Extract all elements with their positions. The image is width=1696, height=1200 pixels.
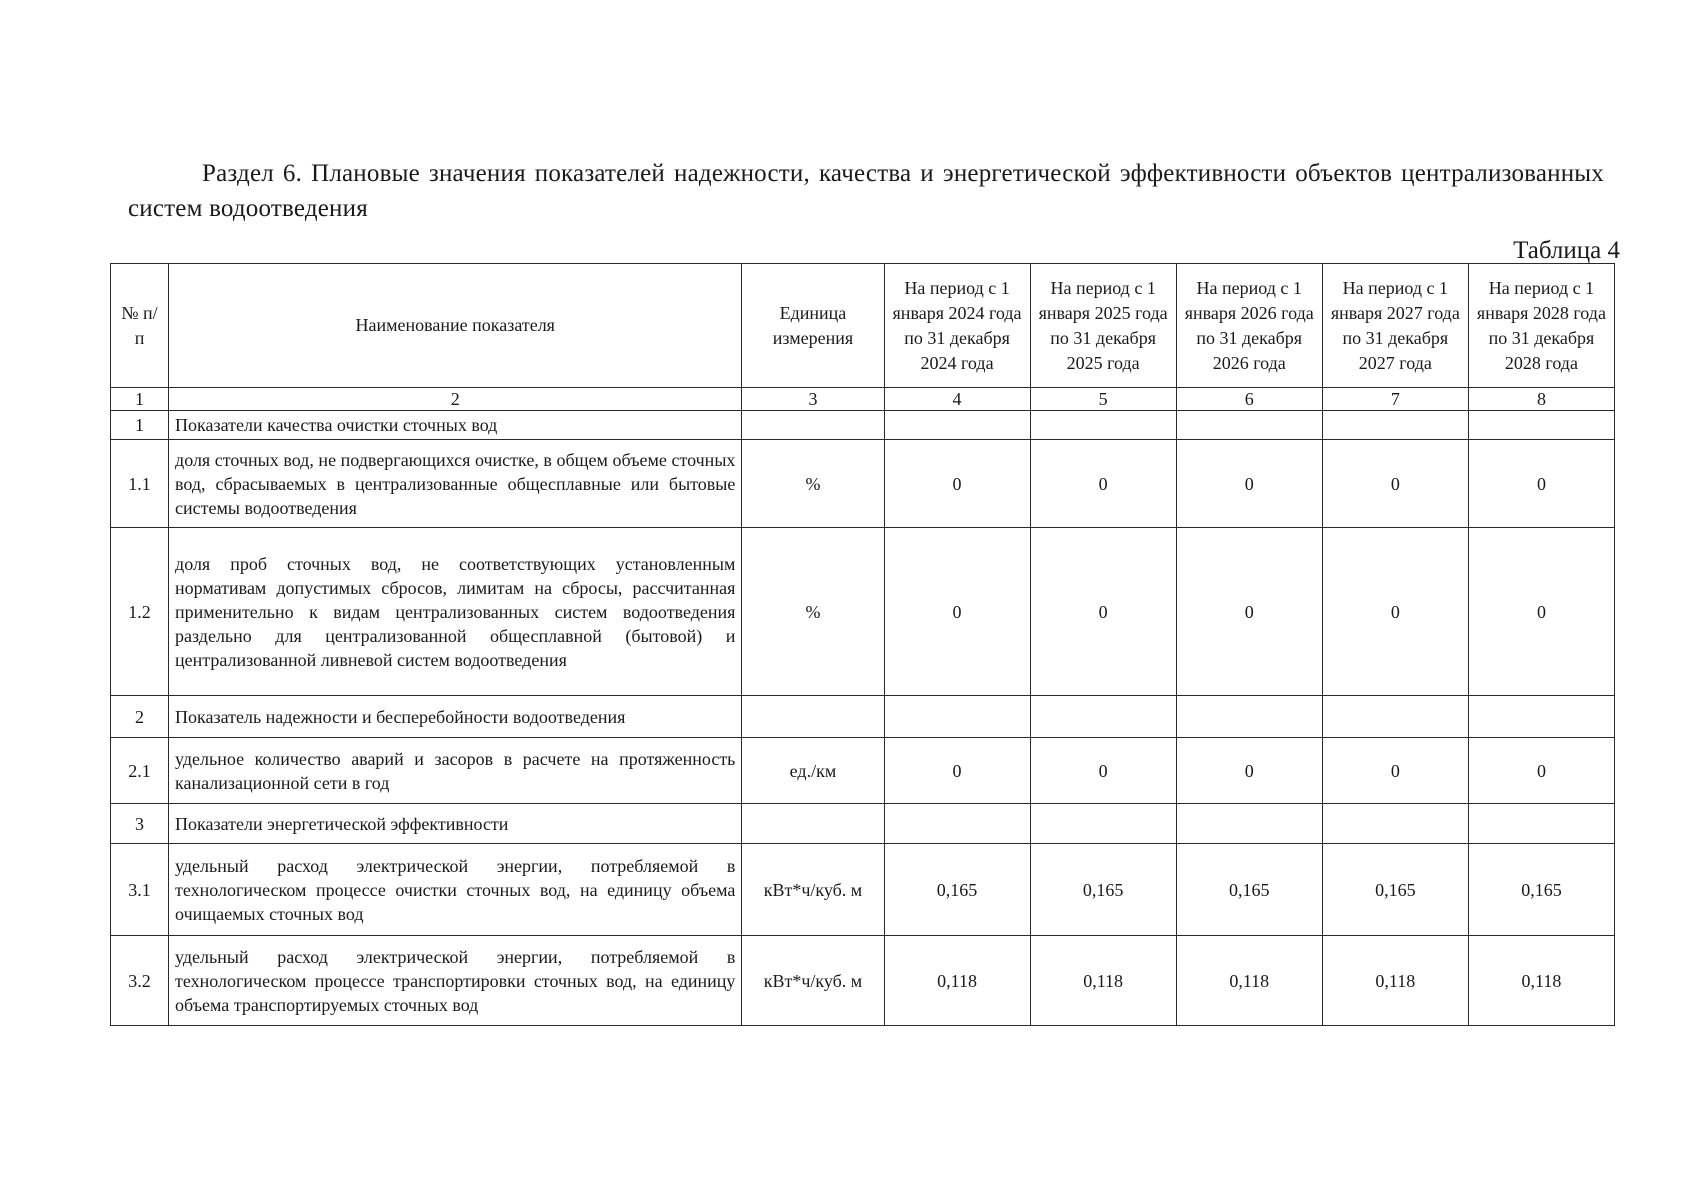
value-cell: 0,118 [1030, 936, 1176, 1026]
indicator-name: доля проб сточных вод, не соответствующих установленным нормативам допустимых сбросов, лимитам на сбросы, рассчитанная применительно к видам централизованных систем водоотведения раздельно для централизованной общесплавной (бытовой) и централизованной ливневой систем водоотведения [169, 528, 742, 696]
value-cell: 0 [1176, 528, 1322, 696]
value-cell: 0 [884, 528, 1030, 696]
indicator-name: доля сточных вод, не подвергающихся очистке, в общем объеме сточных вод, сбрасываемых в централизованные общесплавные или бытовые системы водоотведения [169, 440, 742, 528]
value-cell: 0 [1322, 440, 1468, 528]
header-cell-period-2026: На период с 1 января 2026 года по 31 декабря 2026 года [1176, 264, 1322, 388]
header-row [111, 264, 1615, 388]
unit-cell: % [742, 528, 884, 696]
value-cell: 0 [1322, 528, 1468, 696]
section-title: Показатели энергетической эффективности [169, 804, 742, 844]
value-cell: 0 [884, 440, 1030, 528]
value-cell: 0,165 [1322, 844, 1468, 936]
indicator-name: удельный расход электрической энергии, потребляемой в технологическом процессе очистки сточных вод, на единицу объема очищаемых сточных вод [169, 844, 742, 936]
header-cell-name: Наименование показателя [169, 264, 742, 388]
table-row [111, 844, 1615, 936]
column-number: 4 [884, 388, 1030, 411]
unit-cell: кВт*ч/куб. м [742, 936, 884, 1026]
row-number: 3.2 [111, 936, 169, 1026]
indicators-table [110, 263, 1615, 1026]
unit-cell: ед./км [742, 738, 884, 804]
value-cell: 0 [1030, 528, 1176, 696]
column-number: 3 [742, 388, 884, 411]
section-number: 3 [111, 804, 169, 844]
column-number: 1 [111, 388, 169, 411]
value-cell: 0 [1468, 440, 1614, 528]
header-cell-period-2024: На период с 1 января 2024 года по 31 декабря 2024 года [884, 264, 1030, 388]
indicator-name: удельный расход электрической энергии, потребляемой в технологическом процессе транспортировки сточных вод, на единицу объема транспортируемых сточных вод [169, 936, 742, 1026]
section-title: Показатель надежности и бесперебойности водоотведения [169, 696, 742, 738]
section-number: 1 [111, 411, 169, 440]
value-cell: 0,165 [1176, 844, 1322, 936]
column-number-row [111, 388, 1615, 411]
column-number: 5 [1030, 388, 1176, 411]
value-cell: 0 [1322, 738, 1468, 804]
header-cell-period-2025: На период с 1 января 2025 года по 31 декабря 2025 года [1030, 264, 1176, 388]
header-cell-period-2027: На период с 1 января 2027 года по 31 декабря 2027 года [1322, 264, 1468, 388]
row-number: 1.2 [111, 528, 169, 696]
unit-cell: кВт*ч/куб. м [742, 844, 884, 936]
header-cell-unit: Единица измерения [742, 264, 884, 388]
row-number: 2.1 [111, 738, 169, 804]
value-cell: 0,118 [1468, 936, 1614, 1026]
header-cell-number: № п/п [111, 264, 169, 388]
column-number: 2 [169, 388, 742, 411]
column-number: 8 [1468, 388, 1614, 411]
value-cell: 0 [1176, 738, 1322, 804]
value-cell: 0 [1030, 738, 1176, 804]
section-row [111, 804, 1615, 844]
column-number: 7 [1322, 388, 1468, 411]
table-row [111, 936, 1615, 1026]
section-heading: Раздел 6. Плановые значения показателей надежности, качества и энергетической эффективности объектов централизованных систем водоотведения [128, 160, 1604, 222]
section-row [111, 696, 1615, 738]
column-number: 6 [1176, 388, 1322, 411]
unit-cell: % [742, 440, 884, 528]
section-title: Показатели качества очистки сточных вод [169, 411, 742, 440]
header-cell-period-2028: На период с 1 января 2028 года по 31 декабря 2028 года [1468, 264, 1614, 388]
value-cell: 0,165 [1030, 844, 1176, 936]
value-cell: 0,165 [1468, 844, 1614, 936]
row-number: 3.1 [111, 844, 169, 936]
table-row [111, 738, 1615, 804]
table-row [111, 440, 1615, 528]
section-row [111, 411, 1615, 440]
indicator-name: удельное количество аварий и засоров в расчете на протяженность канализационной сети в год [169, 738, 742, 804]
value-cell: 0,118 [1322, 936, 1468, 1026]
value-cell: 0 [1468, 738, 1614, 804]
section-number: 2 [111, 696, 169, 738]
value-cell: 0,118 [1176, 936, 1322, 1026]
value-cell: 0 [1176, 440, 1322, 528]
value-cell: 0 [1030, 440, 1176, 528]
value-cell: 0 [884, 738, 1030, 804]
value-cell: 0,118 [884, 936, 1030, 1026]
value-cell: 0,165 [884, 844, 1030, 936]
row-number: 1.1 [111, 440, 169, 528]
table-row [111, 528, 1615, 696]
value-cell: 0 [1468, 528, 1614, 696]
table-caption: Таблица 4 [1513, 237, 1620, 264]
